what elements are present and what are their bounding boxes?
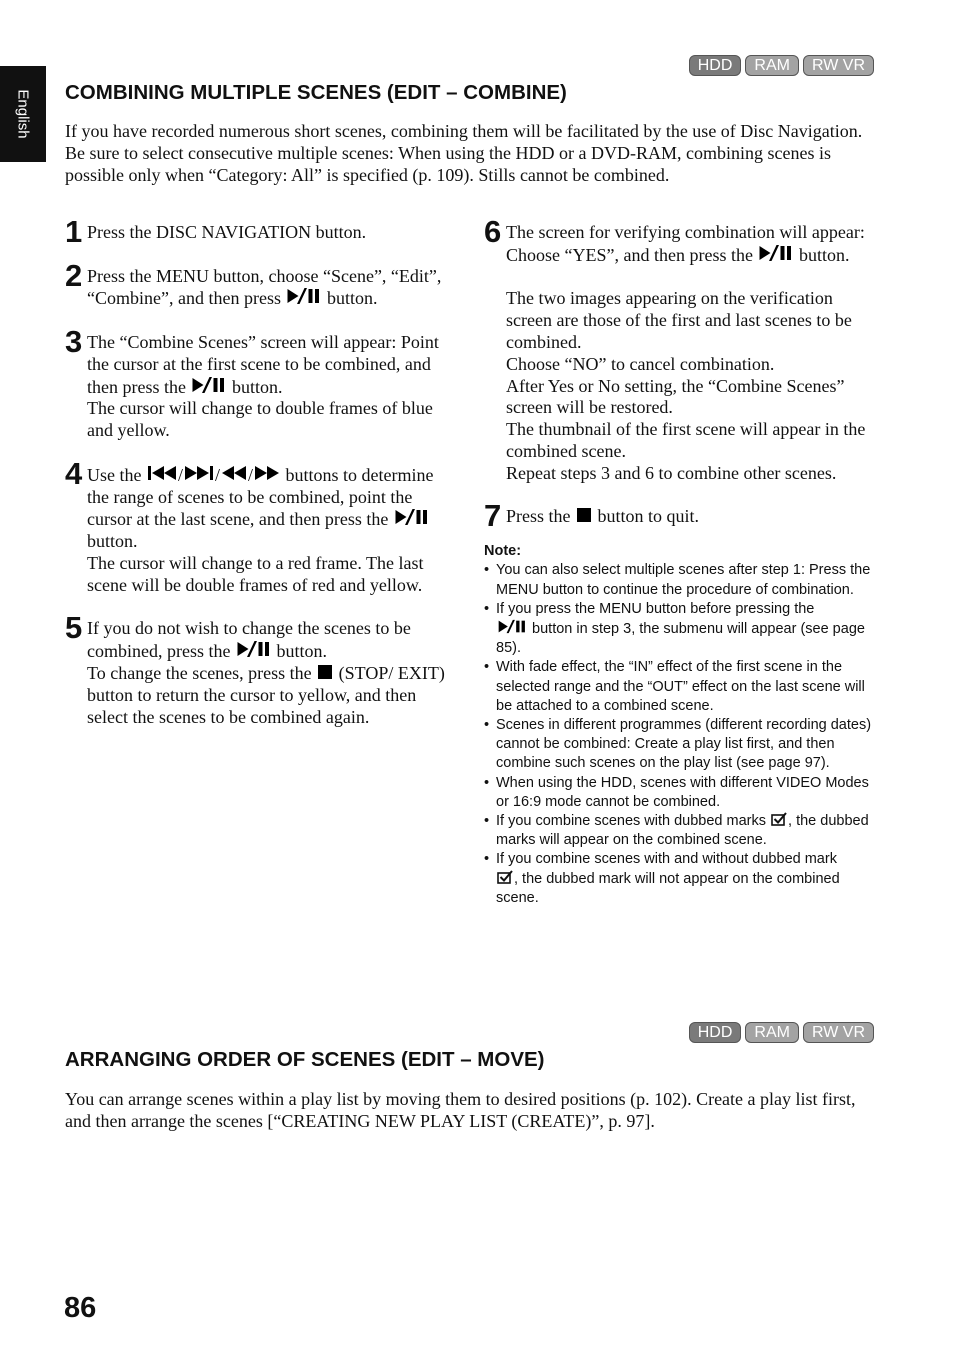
step-6-detail: Repeat steps 3 and 6 to combine other scenes. — [506, 462, 837, 483]
step-6-text-end: button. — [798, 244, 850, 265]
note-title: Note: — [484, 543, 522, 560]
step-6-text: The screen for verifying combination will appear: Choose “YES”, and then press the — [506, 222, 865, 265]
note-item: • With fade effect, the “IN” effect of the first scene in the selected range and the “OUT” effect on the last scene will be attached to a combined scene. — [484, 659, 865, 714]
combine-intro — [65, 121, 875, 186]
step-number: 2 — [65, 257, 83, 293]
step-2-text: Press the MENU button, choose “Scene”, “Edit”, “Combine”, and then press — [87, 265, 442, 309]
note-item: • Scenes in different programmes (different recording dates) cannot be combined: Create a play list first, and then combine such scenes on the play list (see page 97). — [484, 716, 872, 772]
step-number: 3 — [65, 323, 83, 359]
step-5 — [65, 610, 455, 728]
play-pause-icon — [758, 244, 793, 262]
badge-ram: RAM — [745, 1022, 799, 1043]
note-item: • If you combine scenes with dubbed marks , the dubbed marks will appear on the combined scene. — [484, 813, 869, 849]
step-2-text-end: button. — [326, 288, 378, 309]
step-5-text-end: button. — [276, 641, 327, 662]
note-list — [484, 561, 879, 908]
left-column — [65, 214, 455, 728]
play-pause-icon — [236, 640, 271, 658]
play-pause-icon — [497, 619, 527, 634]
media-badges-top — [689, 55, 874, 76]
step-4-note: The cursor will change to a red frame. The last scene will be double frames of red and yellow. — [87, 552, 424, 595]
language-tab — [0, 66, 46, 162]
step-1-text: Press the DISC NAVIGATION button. — [87, 222, 367, 242]
note-item: • You can also select multiple scenes after step 1: Press the MENU button to continue the procedure of combination. — [484, 562, 871, 598]
badge-ram: RAM — [745, 55, 799, 76]
step-1 — [65, 214, 455, 249]
step-6-detail: The thumbnail of the first scene will appear in the combined scene. — [506, 419, 866, 461]
stop-icon — [576, 507, 592, 523]
play-pause-icon — [394, 508, 429, 526]
step-2 — [65, 257, 455, 311]
step-number: 4 — [65, 455, 83, 491]
step-5-note: To change the scenes, press the — [87, 662, 312, 683]
step-4-text: Use the — [87, 464, 142, 485]
right-column — [484, 214, 879, 908]
step-6-detail: After Yes or No setting, the “Combine Scenes” screen will be restored. — [506, 375, 845, 418]
skip-next-icon — [184, 464, 214, 482]
play-pause-icon — [191, 376, 226, 394]
step-3-text: The “Combine Scenes” screen will appear: Point the cursor at the first scene to be combined, and then press the — [87, 331, 439, 397]
step-7 — [484, 498, 879, 534]
fast-forward-icon — [254, 464, 280, 482]
step-number: 5 — [65, 610, 83, 646]
note-item: • If you combine scenes with and without dubbed mark , the dubbed mark will not appear on the combined scene. — [484, 851, 840, 906]
step-4: 4 Use the / / / buttons to determine the range of scenes to be combined, point the cursor at the last scene, and then press the button. The cursor will change to a red frame. The last scene will be double frames of red and yellow. — [65, 464, 455, 597]
step-4-text-end: button. — [87, 531, 138, 552]
media-badges-bottom — [689, 1022, 874, 1043]
step-7-text-end: button to quit. — [597, 506, 700, 527]
step-6 — [484, 214, 879, 485]
step-4-text-mid: buttons to determine the range of scenes to be combined, point the cursor at the last scene, and then press the — [87, 464, 434, 530]
move-intro — [65, 1089, 875, 1133]
note-item: • When using the HDD, scenes with different VIDEO Modes or 16:9 mode cannot be combined. — [484, 774, 869, 810]
step-7-text: Press the — [506, 506, 571, 527]
page-number: 86 — [64, 1292, 97, 1324]
dubbed-mark-icon — [771, 812, 787, 826]
step-6-detail: Choose “NO” to cancel combination. — [506, 353, 775, 374]
play-pause-icon — [286, 287, 321, 305]
step-3-text-end: button. — [231, 376, 283, 397]
skip-previous-icon — [147, 464, 177, 482]
badge-hdd: HDD — [689, 1022, 742, 1043]
step-number: 7 — [484, 498, 502, 534]
badge-rw-vr: RW VR — [803, 1022, 874, 1043]
rewind-icon — [221, 464, 247, 482]
step-3 — [65, 323, 455, 442]
step-number: 6 — [484, 214, 502, 249]
step-3-note: The cursor will change to double frames of blue and yellow. — [87, 398, 433, 441]
badge-rw-vr: RW VR — [803, 55, 874, 76]
section-title-move: ARRANGING ORDER OF SCENES (EDIT – MOVE) — [65, 1048, 545, 1071]
combine-intro-1: If you have recorded numerous short scenes, combining them will be facilitated by the use of Disc Navigation. — [65, 121, 863, 141]
note-box — [484, 542, 879, 908]
language-tab-label: English — [14, 89, 32, 139]
combine-intro-2: Be sure to select consecutive multiple scenes: When using the HDD or a DVD-RAM, combining scenes is possible only when “Category: All” is specified (p. 109). Stills cannot be combined. — [65, 142, 832, 185]
dubbed-mark-icon — [497, 870, 513, 884]
step-6-detail: The two images appearing on the verification screen are those of the first and last scenes to be combined. — [506, 288, 852, 352]
step-number: 1 — [65, 214, 83, 249]
step-5-note-end: (STOP/ EXIT) button to return the cursor to yellow, and then select the scenes to be combined again. — [87, 662, 445, 727]
note-item: • If you press the MENU button before pressing the button in step 3, the submenu will appear (see page 85). — [484, 600, 865, 657]
move-intro-text: You can arrange scenes within a play list by moving them to desired positions (p. 102). Create a play list first, and then arrange the scenes [“CREATING NEW PLAY LIST (CREATE)”, p. 97]. — [65, 1089, 856, 1131]
section-title-combine: COMBINING MULTIPLE SCENES (EDIT – COMBINE) — [65, 81, 567, 104]
stop-icon — [317, 664, 333, 680]
step-5-text: If you do not wish to change the scenes to be combined, press the — [87, 618, 411, 662]
badge-hdd: HDD — [689, 55, 742, 76]
